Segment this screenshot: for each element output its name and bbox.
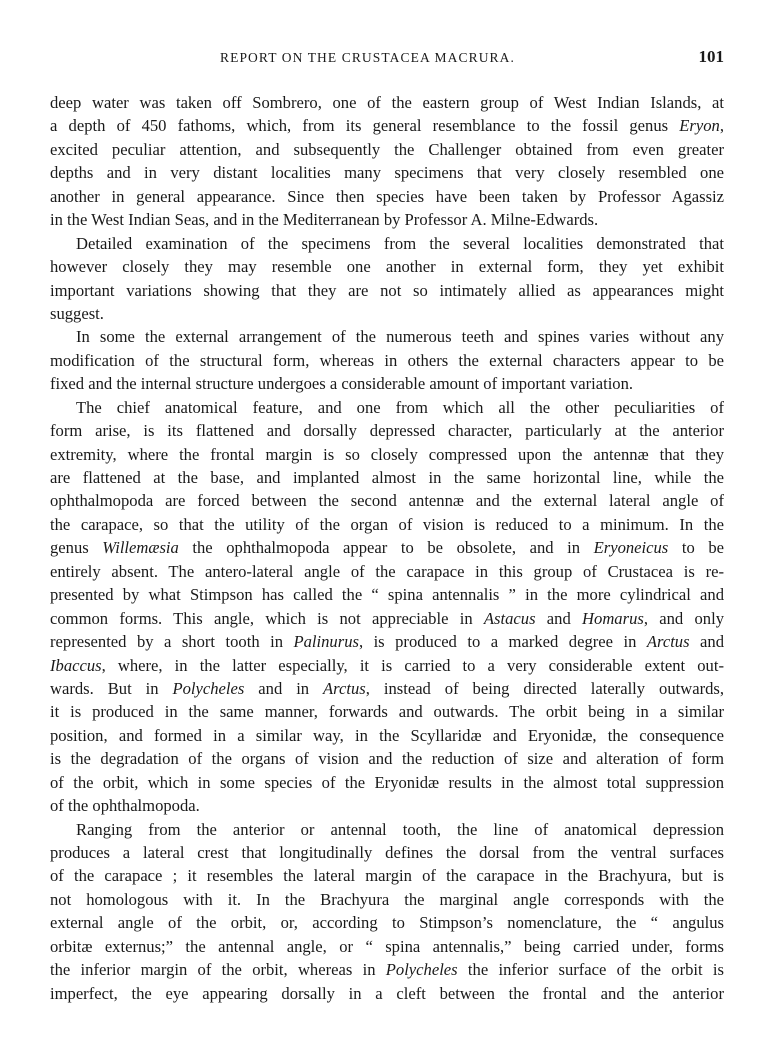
text-segment: fixed and the internal structure undergoes a considerable amount of important variation. — [50, 374, 634, 394]
text-segment: genus — [50, 538, 103, 558]
paragraph — [50, 818, 724, 1006]
italic-term: Eryon — [679, 116, 720, 136]
text-segment: position, and formed in a similar way, in the Scyllaridæ and Eryonidæ, the consequence — [50, 725, 724, 745]
text-line — [50, 771, 724, 794]
text-line — [50, 396, 724, 419]
text-segment: , — [719, 116, 724, 136]
text-segment: , is produced to a marked degree in — [358, 632, 647, 652]
italic-term: Polycheles — [172, 678, 245, 698]
text-line — [50, 958, 724, 981]
text-line — [50, 161, 724, 184]
text-line — [50, 91, 724, 114]
text-line — [50, 325, 724, 348]
text-line — [50, 724, 724, 747]
text-segment: in the West Indian Seas, and in the Mediterranean by Professor A. Milne-Edwards. — [50, 210, 599, 230]
text-line — [50, 443, 724, 466]
italic-term: Arctus — [646, 632, 690, 652]
text-segment: orbitæ externus;” the antennal angle, or “ spina antennalis,” being carried under, forms — [50, 936, 724, 956]
text-segment: The chief anatomical feature, and one from which all the other peculiarities of — [76, 397, 724, 417]
italic-term: Ibaccus — [50, 655, 102, 675]
text-segment: the inferior surface of the orbit is — [457, 960, 724, 980]
text-line — [50, 794, 724, 817]
text-line — [50, 607, 724, 630]
text-segment: external angle of the orbit, or, according to Stimpson’s nomenclature, the “ angulus — [50, 913, 724, 933]
paragraph — [50, 232, 724, 326]
text-line — [50, 114, 724, 137]
text-line — [50, 255, 724, 278]
text-line — [50, 677, 724, 700]
text-segment: , and only — [643, 608, 724, 628]
text-line — [50, 911, 724, 934]
text-segment: the carapace, so that the utility of the organ of vision is reduced to a minimum. In the — [50, 514, 724, 534]
text-line — [50, 138, 724, 161]
text-segment: the ophthalmopoda appear to be obsolete, and in — [178, 538, 594, 558]
italic-term: Eryoneicus — [593, 538, 669, 558]
italic-term: Palinurus — [293, 632, 359, 652]
text-line — [50, 888, 724, 911]
page-number: 101 — [698, 47, 724, 66]
text-segment: not homologous with it. In the Brachyura the marginal angle corresponds with the — [50, 889, 724, 909]
text-segment: and — [535, 608, 583, 628]
text-segment: modification of the structural form, whereas in others the external characters appear to be — [50, 350, 724, 370]
text-segment: Ranging from the anterior or antennal tooth, the line of anatomical depression — [76, 819, 724, 839]
text-segment: however closely they may resemble one another in external form, they yet exhibit — [50, 257, 724, 277]
text-segment: and — [689, 632, 724, 652]
text-segment: it is produced in the same manner, forwards and outwards. The orbit being in a similar — [50, 702, 724, 722]
text-line — [50, 536, 724, 559]
text-segment: is the degradation of the organs of vision and the reduction of size and alteration of form — [50, 749, 724, 769]
text-segment: ophthalmopoda are forced between the second antennæ and the external lateral angle of — [50, 491, 724, 511]
text-segment: In some the external arrangement of the numerous teeth and spines varies without any — [76, 327, 724, 347]
text-line — [50, 513, 724, 536]
text-segment: imperfect, the eye appearing dorsally in a cleft between the frontal and the anterior — [50, 983, 724, 1003]
text-line — [50, 818, 724, 841]
text-line — [50, 935, 724, 958]
text-segment: Detailed examination of the specimens from the several localities demonstrated that — [76, 233, 724, 253]
text-segment: and in — [244, 678, 324, 698]
italic-term: Astacus — [483, 608, 536, 628]
text-segment: important variations showing that they are not so intimately allied as appearances might — [50, 280, 724, 300]
running-head — [50, 47, 724, 69]
text-line — [50, 560, 724, 583]
text-segment: of the ophthalmopoda. — [50, 796, 200, 816]
text-segment: presented by what Stimpson has called the “ spina antennalis ” in the more cylindrical and — [50, 585, 724, 605]
text-line — [50, 700, 724, 723]
paragraph — [50, 396, 724, 818]
text-line — [50, 489, 724, 512]
text-line — [50, 349, 724, 372]
text-line — [50, 466, 724, 489]
text-line — [50, 419, 724, 442]
text-line — [50, 841, 724, 864]
text-segment: produces a lateral crest that longitudinally defines the dorsal from the ventral surfaces — [50, 843, 724, 862]
text-line — [50, 372, 724, 395]
paragraph — [50, 325, 724, 395]
text-segment: deep water was taken off Sombrero, one of the eastern group of West Indian Islands, at — [50, 93, 724, 112]
text-line — [50, 864, 724, 887]
text-line — [50, 583, 724, 606]
text-segment: of the carapace ; it resembles the lateral margin of the carapace in the Brachyura, but is — [50, 866, 724, 886]
text-segment: entirely absent. The antero-lateral angle of the carapace in this group of Crustacea is re- — [50, 561, 724, 581]
text-segment: , instead of being directed laterally outwards, — [365, 678, 724, 698]
text-line — [50, 747, 724, 770]
italic-term: Polycheles — [385, 960, 458, 980]
text-line — [50, 279, 724, 302]
text-segment: of the orbit, which in some species of the Eryonidæ results in the almost total suppression — [50, 772, 724, 792]
text-segment: form arise, is its flattened and dorsally depressed character, particularly at the anterior — [50, 421, 724, 441]
text-segment: are flattened at the base, and implanted almost in the same horizontal line, while the — [50, 468, 724, 487]
text-segment: a depth of 450 fathoms, which, from its general resemblance to the fossil genus — [50, 116, 680, 136]
text-segment: suggest. — [50, 303, 104, 323]
text-segment: depths and in very distant localities many specimens that very closely resembled one — [50, 163, 724, 183]
body-text — [50, 91, 724, 1005]
text-line — [50, 982, 724, 1005]
text-line — [50, 185, 724, 208]
italic-term: Arctus — [323, 678, 366, 698]
text-segment: another in general appearance. Since then species have been taken by Professor Agassiz — [50, 186, 724, 206]
text-segment: common forms. This angle, which is not appreciable in — [50, 608, 484, 628]
text-segment: the inferior margin of the orbit, whereas in — [50, 960, 386, 980]
text-segment: extremity, where the frontal margin is so closely compressed upon the antennæ that they — [50, 444, 724, 464]
italic-term: Homarus — [582, 608, 644, 628]
text-segment: represented by a short tooth in — [50, 632, 294, 652]
text-line — [50, 630, 724, 653]
text-line — [50, 208, 724, 231]
text-segment: wards. But in — [50, 678, 173, 698]
text-line — [50, 302, 724, 325]
running-title: REPORT ON THE CRUSTACEA MACRURA. — [220, 50, 515, 65]
paragraph — [50, 91, 724, 232]
text-line — [50, 232, 724, 255]
text-line — [50, 654, 724, 677]
italic-term: Willemæsia — [102, 538, 179, 558]
text-segment: excited peculiar attention, and subsequently the Challenger obtained from even greater — [50, 139, 724, 159]
text-segment: , where, in the latter especially, it is carried to a very considerable extent out- — [101, 655, 724, 675]
text-segment: to be — [668, 538, 724, 558]
